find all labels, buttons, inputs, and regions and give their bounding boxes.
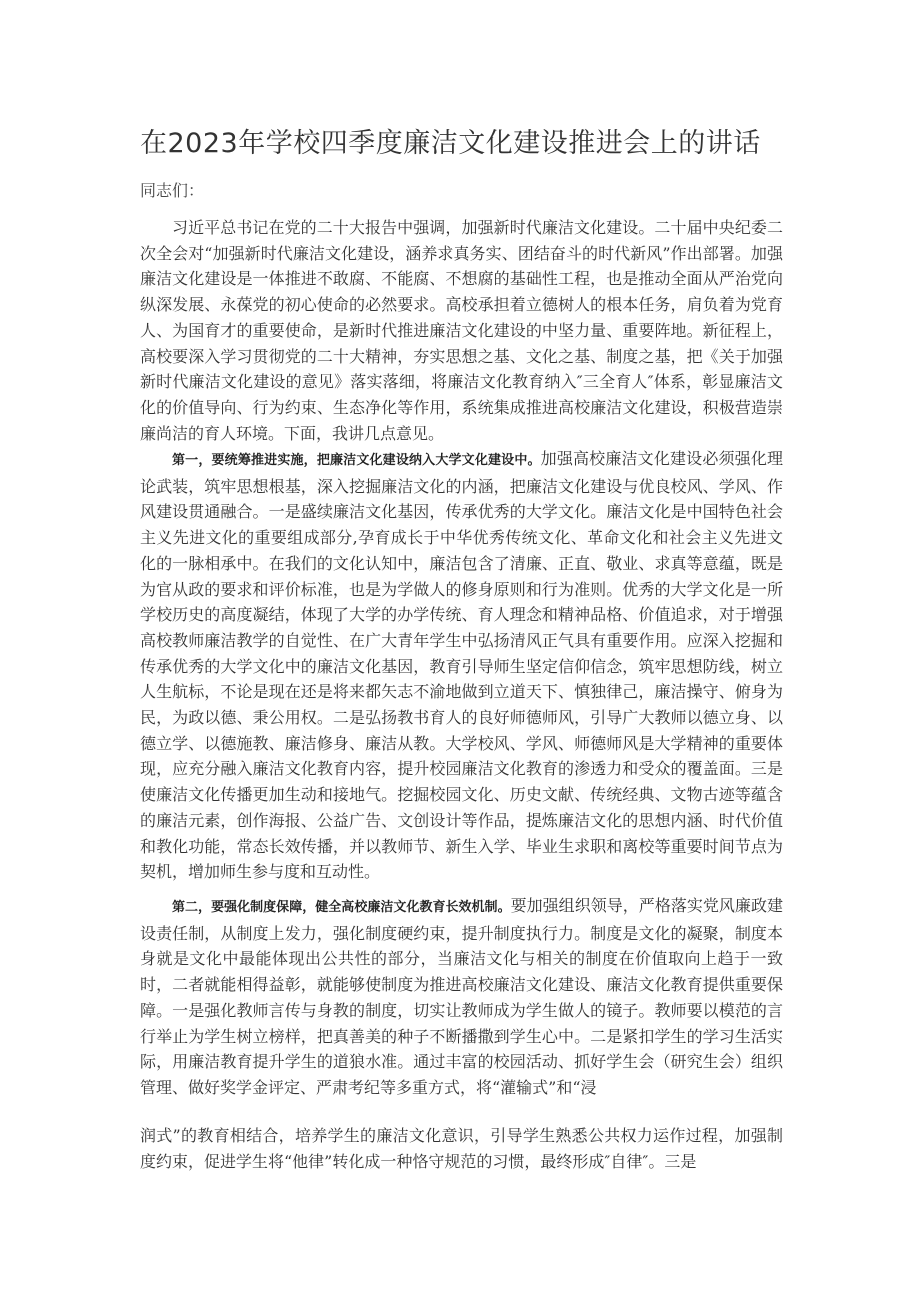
paragraph-lead: 第一，要统筹推进实施，把廉洁文化建设纳入大学文化建设中。	[172, 453, 541, 468]
paragraph-lead: 第二，要强化制度保障，健全高校廉洁文化教育长效机制。	[172, 900, 511, 915]
paragraph-second-point	[140, 893, 783, 1101]
paragraph-text: 要加强组织领导，严格落实党风廉政建设责任制，从制度上发力，强化制度硬约束，提升制度执行力。制度是文化的凝聚，制度本身就是文化中最能体现出公共性的部分，当廉洁文化与相关的制度在价值取向上趋于一致时，二者就能相得益彰，就能够使制度为推进高校廉洁文化建设、廉洁文化教育提供重要保障。一是强化教师言传与身教的制度，切实让教师成为学生做人的镜子。教师要以模范的言行举止为学生树立榜样，把真善美的种子不断播撒到学生心中。二是紧扣学生的学习生活实际，用廉洁教育提升学生的道狼水准。通过丰富的校园活动、抓好学生会（研究生会）组织管理、做好奖学金评定、严肃考纪等多重方式，将“灌输式”和“浸	[140, 896, 783, 1097]
paragraph-continuation	[140, 1123, 783, 1174]
document-title: 在2023年学校四季度廉洁文化建设推进会上的讲话	[140, 128, 761, 159]
paragraph-first-point	[140, 446, 783, 885]
salutation: 同志们：	[140, 181, 205, 200]
paragraph-text: 习近平总书记在党的二十大报告中强调，加强新时代廉洁文化建设。二十届中央纪委二次全会对“加强新时代廉洁文化建设，涵养求真务实、团结奋斗的时代新风”作出部署。加强廉洁文化建设是一体推进不敢腐、不能腐、不想腐的基础性工程，也是推动全面从严治党向纵深发展、永葆党的初心使命的必然要求。高校承担着立德树人的根本任务，肩负着为党育人、为国育才的重要使命，是新时代推进廉洁文化建设的中坚力量、重要阵地。新征程上，高校要深入学习贯彻党的二十大精神，夯实思想之基、文化之基、制度之基，把《关于加强新时代廉洁文化建设的意见》落实落细，将廉洁文化教育纳入″三全育人″体系，彰显廉洁文化的价值导向、行为约束、生态净化等作用，系统集成推进高校廉洁文化建设，积极营造崇廉尚洁的育人环境。下面，我讲几点意见。	[140, 218, 783, 443]
paragraph-text: 润式”的教育相结合，培养学生的廉洁文化意识，引导学生熟悉公共权力运作过程，加强制度约束，促进学生将“他律”转化成一种恪守规范的习惯，最终形成″自律″。三是	[140, 1126, 783, 1171]
paragraph-text: 加强高校廉洁文化建设必须强化理论武装，筑牢思想根基，深入挖掘廉洁文化的内涵，把廉洁文化建设与优良校风、学风、作风建设贯通融合。一是盛续廉洁文化基因，传承优秀的大学文化。廉洁文化是中国特色社会主义先进文化的重要组成部分,孕育成长于中华优秀传统文化、革命文化和社会主义先进文化的一脉相承中。在我们的文化认知中，廉洁包含了清廉、正直、敬业、求真等意蕴，既是为官从政的要求和评价标准，也是为学做人的修身原则和行为准则。优秀的大学文化是一所学校历史的高度凝结，体现了大学的办学传统、育人理念和精神品格、价值追求，对于增强高校教师廉洁教学的自觉性、在广大青年学生中弘扬清风正气具有重要作用。应深入挖掘和传承优秀的大学文化中的廉洁文化基因，教育引导师生坚定信仰信念，筑牢思想防线，树立人生航标，不论是现在还是将来都矢志不渝地做到立道天下、慎独律己，廉洁操守、俯身为民，为政以德、秉公用权。二是弘扬教书育人的良好师德师风，引导广大教师以德立身、以德立学、以德施教、廉洁修身、廉洁从教。大学校风、学风、师德师风是大学精神的重要体现，应充分融入廉洁文化教育内容，提升校园廉洁文化教育的渗透力和受众的覆盖面。三是使廉洁文化传播更加生动和接地气。挖掘校园文化、历史文献、传统经典、文物古迹等蕴含的廉洁元素，创作海报、公益广告、文创设计等作品，提炼廉洁文化的思想内涵、时代价值和教化功能，常态长效传播，并以教师节、新生入学、毕业生求职和离校等重要时间节点为契机，增加师生参与度和互动性。	[140, 449, 783, 882]
paragraph-intro	[140, 215, 783, 446]
